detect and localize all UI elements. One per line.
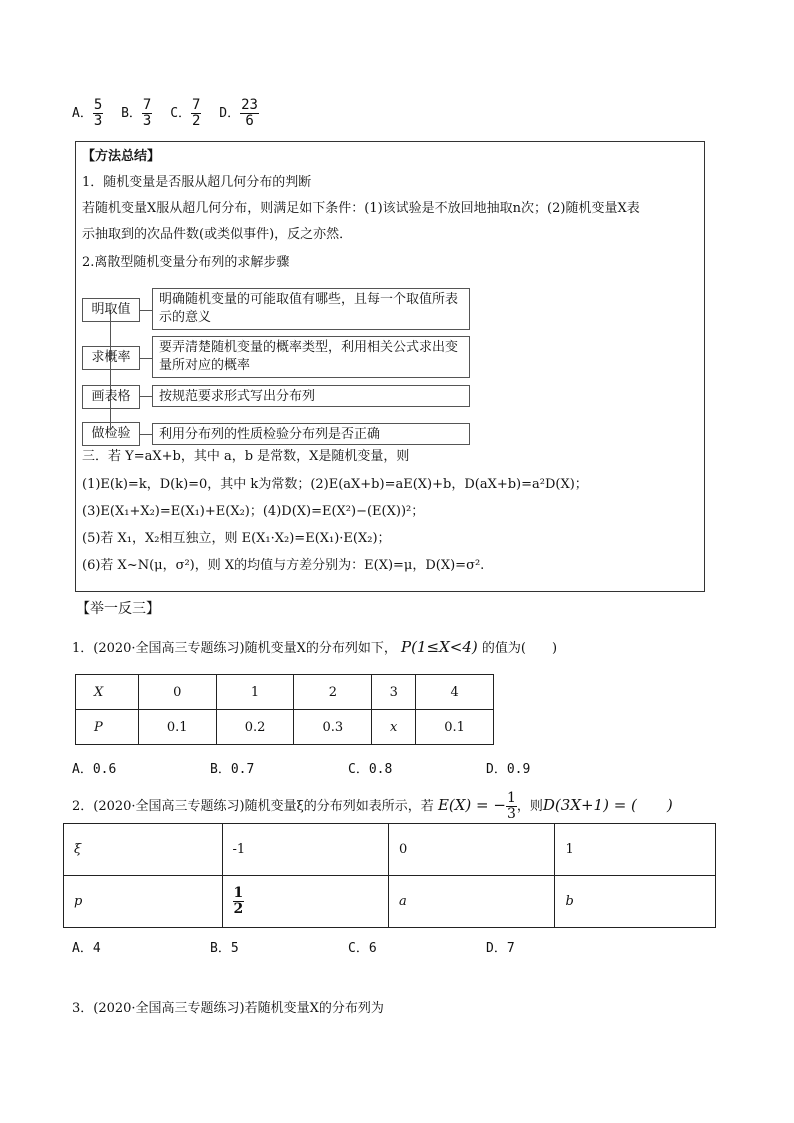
q2-expr-a: E(X) = − (437, 796, 506, 814)
table-cell: 0.3 (294, 710, 372, 745)
option-fraction (93, 98, 103, 129)
p1-text-a: 若随机变量X服从超几何分布，则满足如下条件：(1)该试验是不放回地抽取n次；(2)随机变量X表 (82, 201, 640, 216)
table-cell: 0.2 (216, 710, 294, 745)
table-cell: x (372, 710, 416, 745)
table-cell: ξ (64, 824, 223, 876)
table-cell (222, 876, 388, 928)
table-cell: 0 (138, 675, 216, 710)
denominator: 3 (93, 113, 103, 129)
table-cell: 0 (389, 824, 555, 876)
q2-options (72, 937, 515, 956)
q2-expr-c: D(3X+1) = ( ) (542, 796, 673, 814)
q2-fraction (506, 791, 517, 822)
option-fraction (191, 98, 201, 129)
step-connector (140, 358, 152, 359)
numerator: 23 (241, 97, 258, 113)
formula-3: (5)若 X₁，X₂相互独立，则 E(X₁·X₂)=E(X₁)·E(X₂)； (82, 531, 391, 546)
numerator: 1 (233, 885, 244, 901)
numerator: 5 (93, 97, 103, 113)
denominator: 3 (506, 806, 516, 822)
numerator: 7 (192, 97, 201, 113)
formula-1: (1)E(k)=k，D(k)=0，其中 k为常数；(2)E(aX+b)=aE(X)+b，D(aX+b)=a²D(X)； (82, 477, 588, 492)
method-summary-box (75, 141, 705, 592)
q1-expr: P(1≤X<4) (401, 638, 478, 656)
formula-4: (6)若 X~N(μ，σ²)，则 X的均值与方差分别为：E(X)=μ，D(X)=σ². (82, 558, 485, 573)
option-letter: D． (219, 106, 241, 121)
p3-heading: 三．若 Y=aX+b，其中 a，b 是常数，X是随机变量，则 (82, 449, 410, 464)
q1-stem-line (72, 638, 557, 658)
table-cell: 4 (416, 675, 494, 710)
denominator: 3 (142, 113, 152, 129)
denominator: 6 (245, 113, 254, 129)
table-row (76, 710, 494, 745)
step-desc-1: 明确随机变量的可能取值有哪些，且每一个取值所表示的意义 (152, 288, 470, 330)
q2-stem: 2．(2020·全国高三专题练习)随机变量ξ的分布列如表所示，若 (72, 799, 434, 814)
q2-option-a: A．4 (72, 941, 101, 956)
q1-options (72, 758, 530, 777)
denominator: 2 (192, 113, 201, 129)
table-cell: X (76, 675, 139, 710)
table-cell: 1 (555, 824, 716, 876)
step-connector (140, 396, 152, 397)
step-label-4: 做检验 (82, 422, 140, 446)
table-cell: P (76, 710, 139, 745)
table-cell: -1 (222, 824, 388, 876)
step-desc-4: 利用分布列的性质检验分布列是否正确 (152, 423, 470, 445)
formula-2: (3)E(X₁+X₂)=E(X₁)+E(X₂)；(4)D(X)=E(X²)−(E(X))²； (82, 504, 425, 519)
numerator: 1 (506, 790, 516, 806)
q1-tail: 的值为( ) (481, 641, 558, 656)
option-letter: B． (121, 106, 142, 121)
method-title: 【方法总结】 (82, 149, 161, 164)
flow-connector (110, 310, 111, 430)
p2-heading: 2.离散型随机变量分布列的求解步骤 (82, 255, 290, 270)
cell-fraction (233, 886, 245, 917)
step-label-3: 画表格 (82, 385, 140, 409)
option-c (170, 98, 201, 129)
q2-option-d: D．7 (486, 941, 515, 956)
step-label-2: 求概率 (82, 346, 140, 370)
step-desc-2: 要弄清楚随机变量的概率类型，利用相关公式求出变量所对应的概率 (152, 336, 470, 378)
table-cell: 0.1 (416, 710, 494, 745)
table-cell: b (555, 876, 716, 928)
q2-expr-b: ，则 (516, 799, 543, 814)
option-b (121, 98, 152, 129)
p1-heading: 1．随机变量是否服从超几何分布的判断 (82, 175, 312, 190)
table-cell: a (389, 876, 555, 928)
option-d (219, 98, 259, 129)
table-row (76, 675, 494, 710)
option-fraction (142, 98, 152, 129)
step-connector (140, 310, 152, 311)
table-cell: p (64, 876, 223, 928)
q1-option-b: B．0.7 (210, 762, 255, 777)
table-cell: 2 (294, 675, 372, 710)
table-cell: 3 (372, 675, 416, 710)
q2-distribution-table (63, 823, 716, 928)
option-a (72, 98, 103, 129)
table-cell: 0.1 (138, 710, 216, 745)
q3-stem: 3．(2020·全国高三专题练习)若随机变量X的分布列为 (72, 1001, 384, 1016)
table-cell: 1 (216, 675, 294, 710)
step-label-1: 明取值 (82, 298, 140, 322)
numerator: 7 (142, 97, 152, 113)
step-desc-3: 按规范要求形式写出分布列 (152, 385, 470, 407)
option-letter: A． (72, 106, 93, 121)
q2-stem-line (72, 790, 673, 822)
step-connector (140, 434, 152, 435)
q2-option-c: C．6 (348, 941, 377, 956)
q1-distribution-table (75, 674, 494, 745)
option-letter: C． (170, 106, 192, 121)
top-options (72, 98, 259, 129)
table-row (64, 876, 716, 928)
q1-option-c: C．0.8 (348, 762, 393, 777)
option-fraction (240, 98, 259, 129)
p1-text-b: 示抽取到的次品件数(或类似事件)，反之亦然． (82, 227, 353, 242)
q1-option-a: A．0.6 (72, 762, 117, 777)
table-row (64, 824, 716, 876)
section-title: 【举一反三】 (76, 601, 160, 617)
denominator: 2 (233, 901, 244, 917)
q1-option-d: D．0.9 (486, 762, 531, 777)
q1-stem: 1．(2020·全国高三专题练习)随机变量X的分布列如下， (72, 641, 397, 656)
q2-option-b: B．5 (210, 941, 239, 956)
